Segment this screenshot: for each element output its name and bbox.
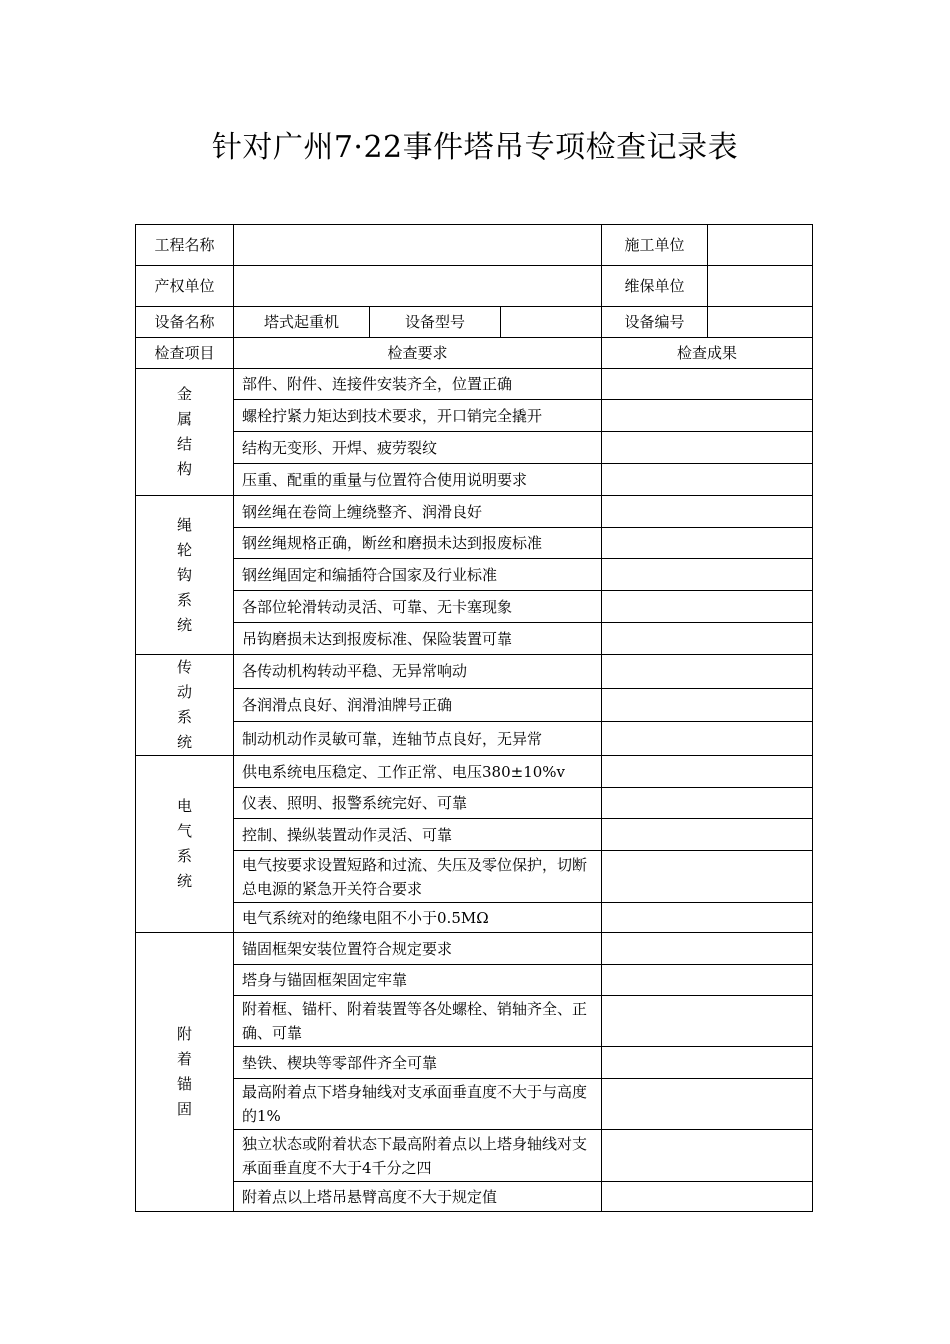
check-result-field[interactable] <box>602 788 813 819</box>
equipment-no-field[interactable] <box>708 307 813 338</box>
check-result-field[interactable] <box>602 528 813 559</box>
owner-unit-field[interactable] <box>234 266 602 307</box>
table-row <box>136 559 813 591</box>
check-result-field[interactable] <box>602 464 813 496</box>
table-row <box>136 903 813 933</box>
check-requirement: 独立状态或附着状态下最高附着点以上塔身轴线对支承面垂直度不大于4千分之四 <box>234 1130 602 1182</box>
check-requirement: 各部位轮滑转动灵活、可靠、无卡塞现象 <box>234 591 602 623</box>
check-result-field[interactable] <box>602 903 813 933</box>
check-result-field[interactable] <box>602 496 813 528</box>
column-header-result: 检查成果 <box>602 338 813 369</box>
check-requirement: 各润滑点良好、润滑油牌号正确 <box>234 688 602 722</box>
check-requirement: 压重、配重的重量与位置符合使用说明要求 <box>234 464 602 496</box>
table-row <box>136 933 813 965</box>
check-result-field[interactable] <box>602 559 813 591</box>
inspection-table <box>135 224 813 1212</box>
category-label: 附着锚固 <box>176 1025 192 1118</box>
check-result-field[interactable] <box>602 432 813 464</box>
table-row <box>136 688 813 722</box>
category-cell <box>136 655 234 756</box>
check-result-field[interactable] <box>602 1079 813 1130</box>
check-result-field[interactable] <box>602 965 813 996</box>
check-requirement: 最高附着点下塔身轴线对支承面垂直度不大于与高度的1% <box>234 1079 602 1130</box>
table-row <box>136 965 813 996</box>
check-result-field[interactable] <box>602 623 813 655</box>
category-label: 传动系统 <box>176 658 192 751</box>
table-row <box>136 655 813 689</box>
check-requirement: 电气系统对的绝缘电阻不小于0.5MΩ <box>234 903 602 933</box>
check-requirement: 控制、操纵装置动作灵活、可靠 <box>234 819 602 851</box>
equipment-model-field[interactable] <box>501 307 602 338</box>
category-label: 金属结构 <box>176 385 192 478</box>
category-cell <box>136 369 234 496</box>
check-result-field[interactable] <box>602 819 813 851</box>
maintenance-unit-label: 维保单位 <box>602 266 708 307</box>
construction-unit-field[interactable] <box>708 225 813 266</box>
column-header-requirement: 检查要求 <box>234 338 602 369</box>
check-result-field[interactable] <box>602 655 813 689</box>
check-result-field[interactable] <box>602 400 813 432</box>
check-requirement: 螺栓拧紧力矩达到技术要求，开口销完全撬开 <box>234 400 602 432</box>
check-requirement: 垫铁、楔块等零部件齐全可靠 <box>234 1047 602 1079</box>
page-title: 针对广州7·22事件塔吊专项检查记录表 <box>211 130 739 165</box>
check-result-field[interactable] <box>602 756 813 788</box>
category-cell <box>136 756 234 933</box>
table-row <box>136 756 813 788</box>
table-row <box>136 722 813 756</box>
check-result-field[interactable] <box>602 1130 813 1182</box>
table-row <box>136 851 813 903</box>
check-requirement: 制动机动作灵敏可靠，连轴节点良好，无异常 <box>234 722 602 756</box>
equipment-name-label: 设备名称 <box>136 307 234 338</box>
check-requirement: 钢丝绳规格正确，断丝和磨损未达到报废标准 <box>234 528 602 559</box>
check-result-field[interactable] <box>602 996 813 1047</box>
table-row <box>136 788 813 819</box>
table-row <box>136 528 813 559</box>
category-cell <box>136 933 234 1212</box>
check-result-field[interactable] <box>602 369 813 400</box>
equipment-no-label: 设备编号 <box>602 307 708 338</box>
owner-unit-label: 产权单位 <box>136 266 234 307</box>
check-result-field[interactable] <box>602 933 813 965</box>
maintenance-unit-field[interactable] <box>708 266 813 307</box>
project-name-field[interactable] <box>234 225 602 266</box>
check-result-field[interactable] <box>602 688 813 722</box>
table-row <box>136 591 813 623</box>
check-requirement: 附着点以上塔吊悬臂高度不大于规定值 <box>234 1182 602 1212</box>
category-label: 电气系统 <box>176 797 192 890</box>
check-requirement: 钢丝绳在卷筒上缠绕整齐、润滑良好 <box>234 496 602 528</box>
check-result-field[interactable] <box>602 1182 813 1212</box>
category-label: 绳轮钩系统 <box>176 515 192 634</box>
construction-unit-label: 施工单位 <box>602 225 708 266</box>
check-requirement: 塔身与锚固框架固定牢靠 <box>234 965 602 996</box>
table-row <box>136 1182 813 1212</box>
table-row <box>136 996 813 1047</box>
table-row <box>136 623 813 655</box>
check-result-field[interactable] <box>602 851 813 903</box>
check-requirement: 仪表、照明、报警系统完好、可靠 <box>234 788 602 819</box>
table-row <box>136 400 813 432</box>
check-requirement: 供电系统电压稳定、工作正常、电压380±10%v <box>234 756 602 788</box>
check-result-field[interactable] <box>602 1047 813 1079</box>
check-requirement: 电气按要求设置短路和过流、失压及零位保护，切断总电源的紧急开关符合要求 <box>234 851 602 903</box>
table-row <box>136 1130 813 1182</box>
check-requirement: 附着框、锚杆、附着装置等各处螺栓、销轴齐全、正确、可靠 <box>234 996 602 1047</box>
check-requirement: 钢丝绳固定和编插符合国家及行业标准 <box>234 559 602 591</box>
check-result-field[interactable] <box>602 722 813 756</box>
table-row <box>136 496 813 528</box>
table-row <box>136 369 813 400</box>
project-name-label: 工程名称 <box>136 225 234 266</box>
check-requirement: 吊钩磨损未达到报废标准、保险装置可靠 <box>234 623 602 655</box>
table-row <box>136 464 813 496</box>
table-row <box>136 1047 813 1079</box>
check-requirement: 结构无变形、开焊、疲劳裂纹 <box>234 432 602 464</box>
check-items-body <box>136 369 813 1212</box>
table-row <box>136 432 813 464</box>
equipment-model-label: 设备型号 <box>370 307 501 338</box>
column-header-item: 检查项目 <box>136 338 234 369</box>
table-row <box>136 1079 813 1130</box>
category-cell <box>136 496 234 655</box>
check-requirement: 锚固框架安装位置符合规定要求 <box>234 933 602 965</box>
check-requirement: 各传动机构转动平稳、无异常响动 <box>234 655 602 689</box>
equipment-name-value: 塔式起重机 <box>234 307 370 338</box>
table-row <box>136 819 813 851</box>
check-requirement: 部件、附件、连接件安装齐全，位置正确 <box>234 369 602 400</box>
check-result-field[interactable] <box>602 591 813 623</box>
